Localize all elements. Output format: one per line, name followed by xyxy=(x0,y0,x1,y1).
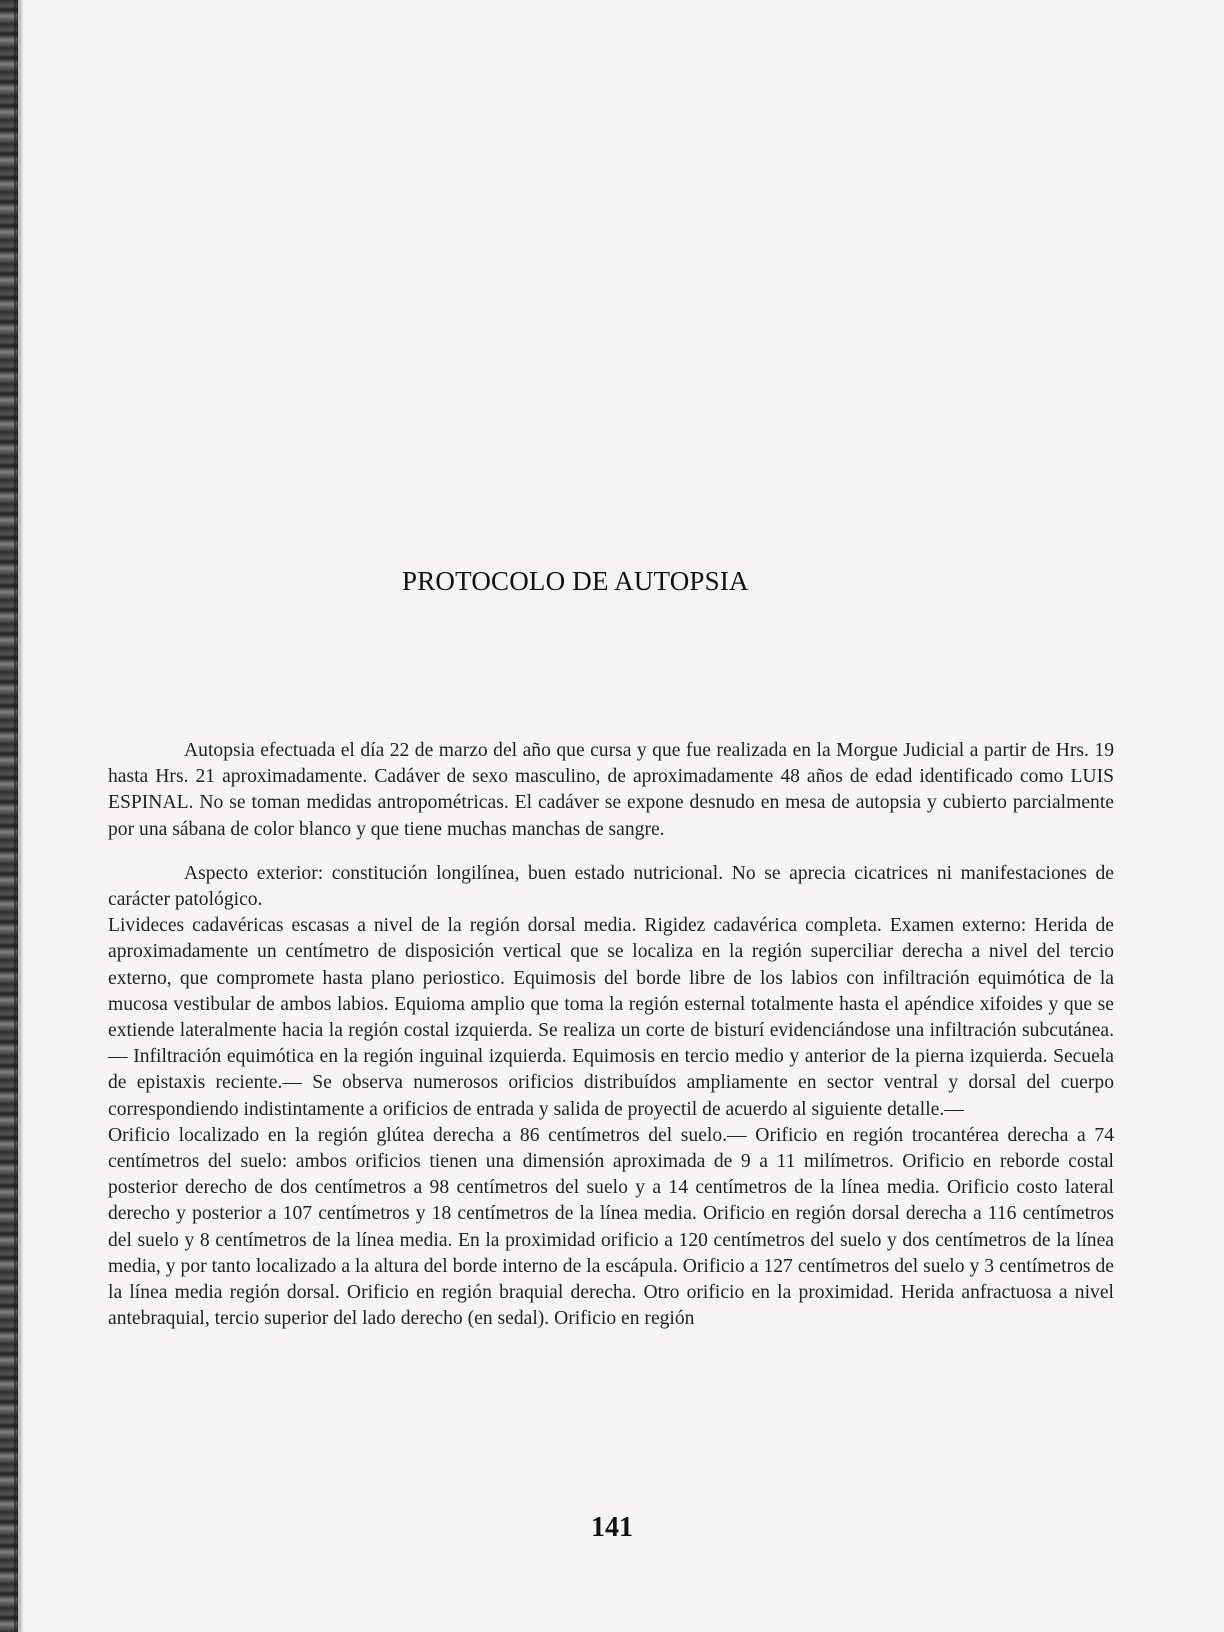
scan-edge xyxy=(0,0,18,1632)
page-number: 141 xyxy=(591,1512,633,1543)
document-body xyxy=(108,738,1114,1332)
paragraph-external-exam: Livideces cadavéricas escasas a nivel de la región dorsal media. Rigidez cadavérica completa. Examen externo: Herida de aproximadamente un centímetro de disposición vertical que se localiza en la región superciliar derecha a nivel del tercio externo, que compromete hasta plano periostico. Equimosis del borde libre de los labios con infiltración equimótica de la mucosa vestibular de ambos labios. Equioma amplio que toma la región esternal totalmente hasta el apéndice xifoides y que se extiende lateralmente hacia la región costal izquierda. Se realiza un corte de bisturí evidenciándose una infiltración subcutánea.— Infiltración equimótica en la región inguinal izquierda. Equimosis en tercio medio y anterior de la pierna izquierda. Secuela de epistaxis reciente.— Se observa numerosos orificios distribuídos ampliamente en sector ventral y dorsal del cuerpo correspondiendo indistintamente a orificios de entrada y salida de proyectil de acuerdo al siguiente detalle.— xyxy=(108,915,1114,1120)
paragraph-orifice-detail: Orificio localizado en la región glútea derecha a 86 centímetros del suelo.— Orificio en región trocantérea derecha a 74 centímetros del suelo: ambos orificios tienen una dimensión aproximada de 9 a 11 milímetros. Orificio en reborde costal posterior derecho de dos centímetros a 98 centímetros del suelo y a 14 centímetros de la línea media. Orificio costo lateral derecho y posterior a 107 centímetros y 18 centímetros de la línea media. Orificio en región dorsal derecha a 116 centímetros del suelo y 8 centímetros de la línea media. En la proximidad orificio a 120 centímetros del suelo y dos centímetros de la línea media, y por tanto localizado a la altura del borde interno de la escápula. Orificio a 127 centímetros del suelo y 3 centímetros de la línea media región dorsal. Orificio en región braquial derecha. Otro orificio en la proximidad. Herida anfractuosa a nivel antebraquial, tercio superior del lado derecho (en sedal). Orificio en región xyxy=(108,1124,1114,1330)
paragraph-exterior-aspect: Aspecto exterior: constitución longilínea, buen estado nutricional. No se aprecia cicatrices ni manifestaciones de carácter patológico. xyxy=(108,862,1114,911)
document-title: PROTOCOLO DE AUTOPSIA xyxy=(402,566,749,596)
paragraph-intro: Autopsia efectuada el día 22 de marzo del año que cursa y que fue realizada en la Morgue Judicial a partir de Hrs. 19 hasta Hrs. 21 aproximadamente. Cadáver de sexo masculino, de aproximadamente 48 años de edad identificado como LUIS ESPINAL. No se toman medidas antropométricas. El cadáver se expone desnudo en mesa de autopsia y cubierto parcialmente por una sábana de color blanco y que tiene muchas manchas de sangre. xyxy=(108,740,1114,840)
